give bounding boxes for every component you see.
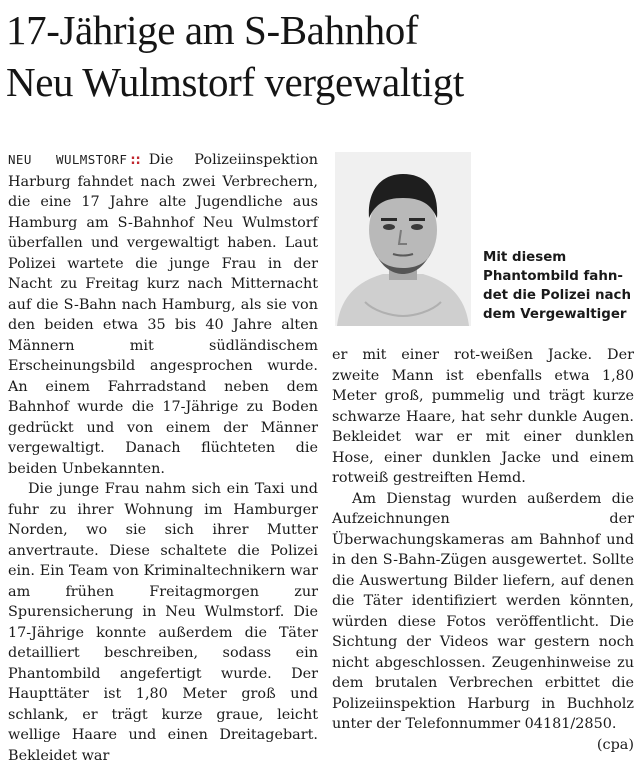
paragraph-1-text: Die Polizeiinspektion Harburg fahndet nach zwei Verbrechern, die eine 17 Jahre alte Jugendliche aus Hamburg am S-Bahnhof Neu Wulmstorf überfallen und vergewaltigt haben. Laut Polizei wartete die junge Frau in der Nacht zu Freitag kurz nach Mitternacht auf die S-Bahn nach Hamburg, als sie von den beiden etwa 35 bis 40 Jahre alten Männern mit südländischem Erscheinungsbild angesprochen wurde. An einem Fahrradstand neben dem Bahnhof wurde die 17-Jährige zu Boden gedrückt und von einem der Männer vergewaltigt. Danach flüchteten die beiden Unbekannten. xyxy=(8,152,318,477)
dateline: NEU WULMSTORF xyxy=(8,152,128,167)
author-signature: (cpa) xyxy=(596,736,634,753)
caption-line-1: Mit diesem xyxy=(483,250,567,265)
article-paragraph-2: Die junge Frau nahm sich ein Taxi und fuhr zu ihrer Wohnung im Hamburger Norden, wo sie sich ihrer Mutter anvertraute. Diese schaltete die Polizei ein. Ein Team von Kriminaltechnikern war am frühen Freitagmorgen zur Spurensicherung in Neu Wulmstorf. Die 17-Jährige konnte außerdem die Täter detailliert beschreiben, sodass ein Phantombild angefertigt wurde. Der Haupttäter ist 1,80 Meter groß und schlank, er trägt kurze graue, leicht wellige Haare und einen Dreitagebart. Bekleidet war xyxy=(8,481,318,764)
headline-line-2: Neu Wulmstorf vergewaltigt xyxy=(6,59,464,105)
caption-line-3: det die Polizei nach xyxy=(483,288,632,303)
paragraph-3-text: Am Dienstag wurden außerdem die Aufzeichnungen der Überwachungskameras am Bahnhof und in den S-Bahn-Zügen ausgewertet. Sollte die Auswertung Bilder liefern, auf denen die Täter identifiziert werden könnten, würden diese Fotos veröffentlicht. Die Sichtung der Videos war gestern noch nicht abgeschlossen. Zeugenhinweise zu dem brutalen Verbrechen erbittet die Polizeiinspektion Harburg in Buchholz unter der Telefonnummer 04181/2850. xyxy=(332,490,634,732)
article-column-right xyxy=(332,345,634,755)
article-column-left xyxy=(8,150,318,766)
caption-line-4: dem Vergewaltiger xyxy=(483,307,627,322)
photo-caption xyxy=(483,248,635,324)
headline-line-1: 17-Jährige am S-Bahnhof xyxy=(6,7,419,53)
headline xyxy=(6,4,636,108)
article-paragraph-1 xyxy=(8,150,318,479)
article-paragraph-3 xyxy=(332,489,634,753)
phantom-image xyxy=(335,152,471,326)
phantom-portrait-icon xyxy=(335,152,471,326)
article-paragraph-2-continued: er mit einer rot-weißen Jacke. Der zweite Mann ist ebenfalls etwa 1,80 Meter groß, pummelig und trägt kurze schwarze Haare, hat sehr dunkle Augen. Bekleidet war er mit einer dunklen Hose, einer dunklen Jacke und einem rotweiß gestreiften Hemd. xyxy=(332,347,634,486)
caption-line-2: Phantombild fahn- xyxy=(483,269,623,284)
dateline-separator: :: xyxy=(130,153,141,168)
